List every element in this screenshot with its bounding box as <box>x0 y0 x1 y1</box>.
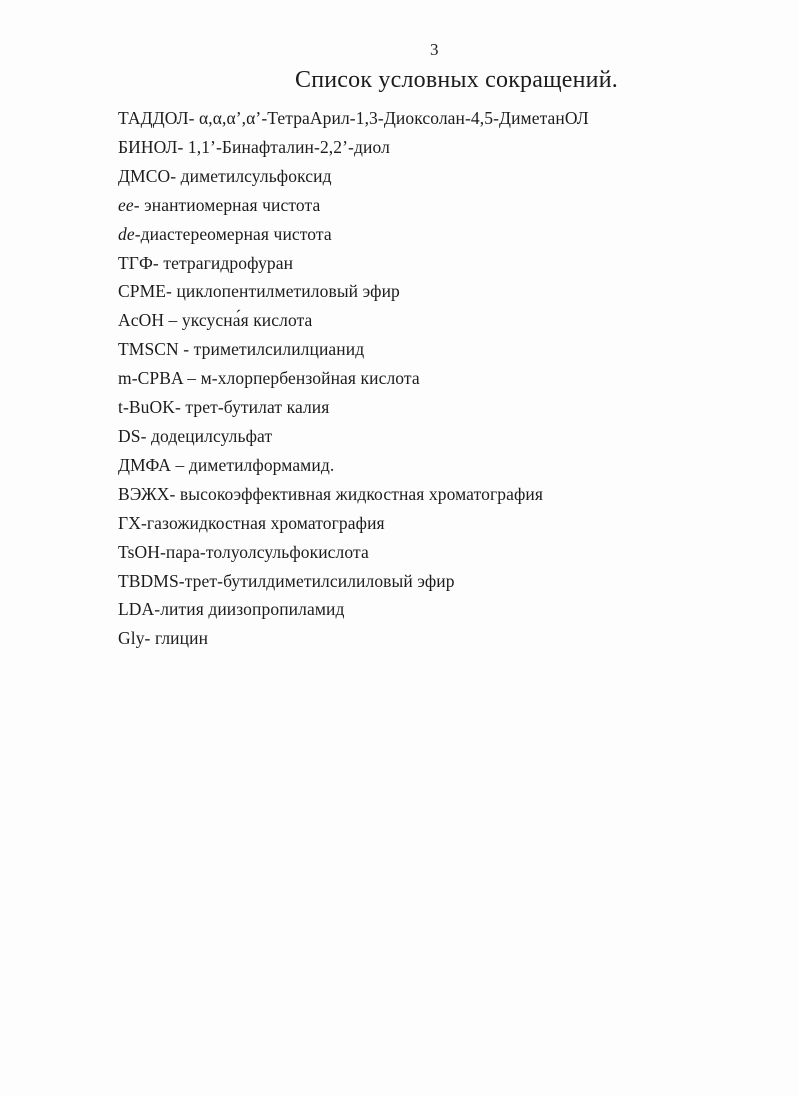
abbreviation-item <box>118 104 589 133</box>
abbreviation-text: TBDMS-трет-бутилдиметилсилиловый эфир <box>118 570 455 591</box>
page-number: 3 <box>430 40 439 59</box>
abbreviation-item <box>118 133 589 162</box>
abbreviation-text: -диастереомерная чистота <box>134 223 332 244</box>
abbreviation-item <box>118 249 589 278</box>
abbreviation-term-italic: ee <box>118 194 134 215</box>
abbreviation-item <box>118 277 589 306</box>
abbreviation-item <box>118 162 589 191</box>
abbreviation-item <box>118 451 589 480</box>
abbreviation-text: БИНОЛ- 1,1’-Бинафталин-2,2’-диол <box>118 136 390 157</box>
abbreviation-text: ТАДДОЛ- α,α,α’,α’-ТетраАрил-1,3-Диоксолан-4,5-ДиметанОЛ <box>118 108 589 128</box>
abbreviation-text: m-CPBA – м-хлорпербензойная кислота <box>118 368 420 389</box>
abbreviation-text: ДМФА – диметилформамид. <box>118 454 335 475</box>
abbreviation-item <box>118 335 589 364</box>
abbreviation-text: t-BuOK- трет-бутилат калия <box>118 397 330 418</box>
abbreviation-text: ДМСО- диметилсульфоксид <box>118 165 332 186</box>
abbreviation-item <box>118 509 589 538</box>
abbreviation-text: ГХ-газожидкостная хроматография <box>118 512 385 533</box>
abbreviation-item <box>118 422 589 451</box>
abbreviation-item <box>118 538 589 567</box>
abbreviation-item <box>118 393 589 422</box>
abbreviation-list <box>118 104 589 653</box>
page-title: Список условных сокращений. <box>295 67 618 93</box>
abbreviation-text: TMSCN - триметилсилилцианид <box>118 339 365 360</box>
abbreviation-text: - энантиомерная чистота <box>133 194 321 215</box>
abbreviation-item <box>118 364 589 393</box>
abbreviation-term-italic: de <box>118 223 135 244</box>
abbreviation-item <box>118 624 589 653</box>
abbreviation-item <box>118 567 589 596</box>
abbreviation-item <box>118 480 589 509</box>
abbreviation-text: TsOH-пара-толуолсульфокислота <box>118 541 369 562</box>
abbreviation-text: CPME- циклопентилметиловый эфир <box>118 281 400 302</box>
abbreviation-text: ТГФ- тетрагидрофуран <box>118 252 294 273</box>
abbreviation-text: ВЭЖХ- высокоэффективная жидкостная хроматография <box>118 483 544 504</box>
abbreviation-item <box>118 191 589 220</box>
abbreviation-text: LDA-лития диизопропиламид <box>118 599 345 620</box>
abbreviation-item <box>118 595 589 624</box>
abbreviation-text: DS- додецилсульфат <box>118 425 273 446</box>
abbreviation-item <box>118 306 589 335</box>
abbreviation-text: AcOH – уксусна́я кислота <box>118 310 313 331</box>
abbreviation-text: Gly- глицин <box>118 628 209 649</box>
abbreviation-item <box>118 220 589 249</box>
